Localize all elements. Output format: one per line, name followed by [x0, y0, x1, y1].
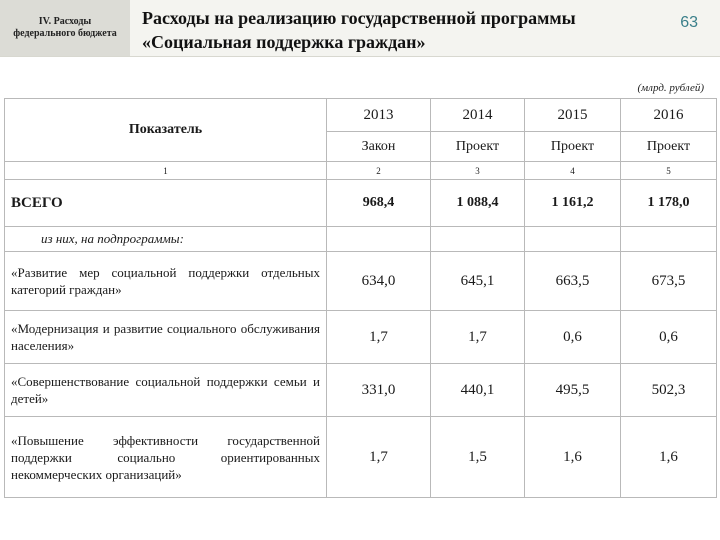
year-header: 2014	[431, 99, 525, 132]
column-number: 2	[327, 162, 431, 180]
empty-cell	[327, 227, 431, 252]
subprograms-heading-row	[5, 227, 717, 252]
total-label: ВСЕГО	[5, 180, 327, 227]
section-label	[0, 0, 130, 56]
subprogram-value: 663,5	[525, 252, 621, 311]
column-number: 3	[431, 162, 525, 180]
column-number: 4	[525, 162, 621, 180]
subprogram-label: «Развитие мер социальной поддержки отдельных категорий граждан»	[5, 252, 327, 311]
subprogram-label: «Повышение эффективности государственной поддержки социально ориентированных некоммерческих организаций»	[5, 417, 327, 498]
year-header: 2016	[621, 99, 717, 132]
status-header: Проект	[621, 132, 717, 162]
subprogram-value: 1,7	[327, 311, 431, 364]
subprogram-label: «Модернизация и развитие социального обслуживания населения»	[5, 311, 327, 364]
total-value: 1 088,4	[431, 180, 525, 227]
subprograms-label: из них, на подпрограммы:	[5, 227, 327, 252]
subprogram-value: 1,7	[327, 417, 431, 498]
column-number-row	[5, 162, 717, 180]
section-label-line1: IV. Расходы	[38, 16, 92, 27]
subprogram-value: 673,5	[621, 252, 717, 311]
empty-cell	[621, 227, 717, 252]
total-value: 968,4	[327, 180, 431, 227]
subprogram-label: «Совершенствование социальной поддержки семьи и детей»	[5, 364, 327, 417]
slide-title	[142, 6, 612, 54]
total-row	[5, 180, 717, 227]
unit-note: (млрд. рублей)	[637, 82, 704, 94]
empty-cell	[431, 227, 525, 252]
subprogram-value: 0,6	[621, 311, 717, 364]
column-number: 5	[621, 162, 717, 180]
status-header: Проект	[431, 132, 525, 162]
column-number: 1	[5, 162, 327, 180]
table-row	[5, 252, 717, 311]
table-row	[5, 364, 717, 417]
subprogram-value: 440,1	[431, 364, 525, 417]
slide-header	[0, 0, 720, 57]
empty-cell	[525, 227, 621, 252]
subprogram-value: 331,0	[327, 364, 431, 417]
status-header: Проект	[525, 132, 621, 162]
subprogram-value: 1,7	[431, 311, 525, 364]
subprogram-value: 1,6	[621, 417, 717, 498]
year-header: 2013	[327, 99, 431, 132]
subprogram-value: 645,1	[431, 252, 525, 311]
table-row	[5, 417, 717, 498]
subprogram-value: 634,0	[327, 252, 431, 311]
section-label-line2: федерального бюджета	[13, 28, 117, 39]
status-header: Закон	[327, 132, 431, 162]
subprogram-value: 502,3	[621, 364, 717, 417]
expenditure-table	[4, 98, 717, 498]
subprogram-value: 1,6	[525, 417, 621, 498]
subprogram-value: 0,6	[525, 311, 621, 364]
subprogram-value: 495,5	[525, 364, 621, 417]
page-number: 63	[680, 14, 698, 31]
header-row-years	[5, 99, 717, 132]
subprogram-value: 1,5	[431, 417, 525, 498]
slide-title-line1: Расходы на реализацию государственной программы	[142, 8, 576, 28]
year-header: 2015	[525, 99, 621, 132]
total-value: 1 161,2	[525, 180, 621, 227]
total-value: 1 178,0	[621, 180, 717, 227]
slide-title-line2: «Социальная поддержка граждан»	[142, 32, 426, 52]
indicator-header: Показатель	[5, 99, 327, 162]
table-row	[5, 311, 717, 364]
